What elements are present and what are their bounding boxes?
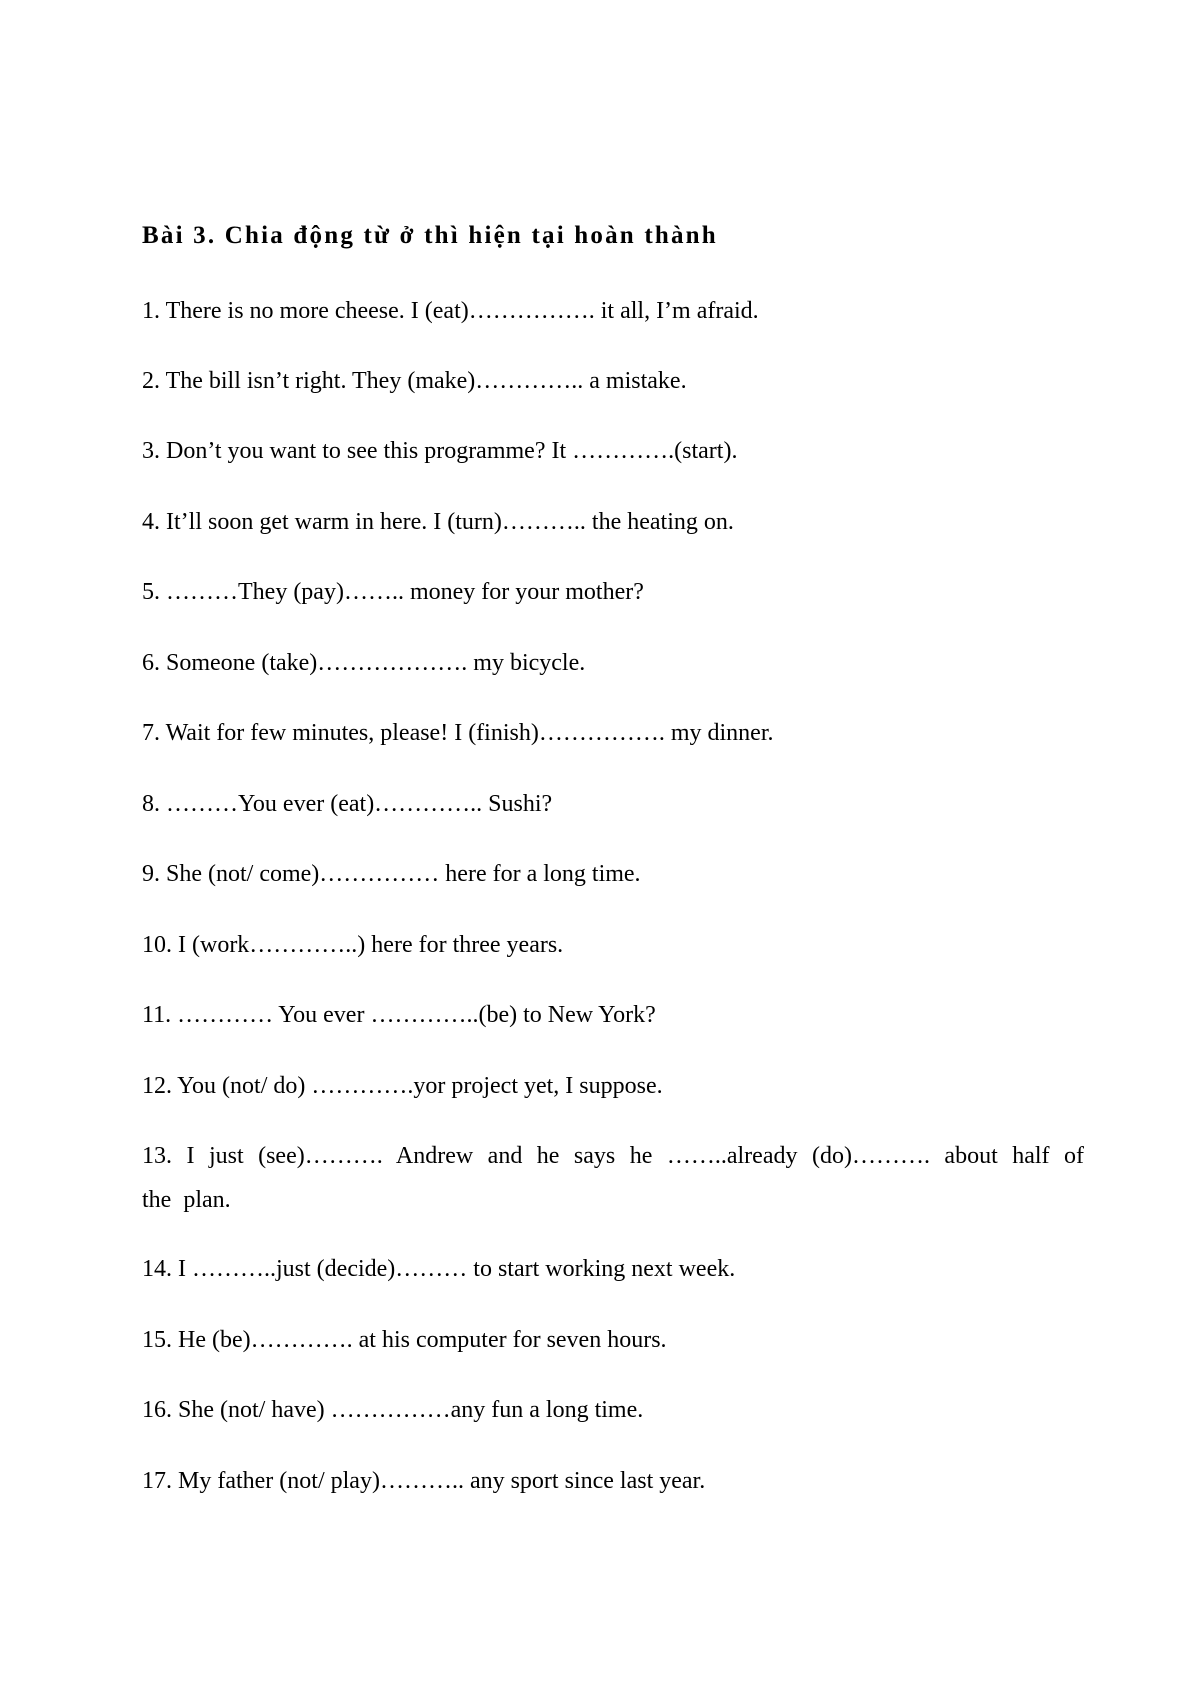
exercise-item-17: 17. My father (not/ play)……….. any sport since last year. [142, 1468, 706, 1494]
exercise-item-4: 4. It’ll soon get warm in here. I (turn)……….. the heating on. [142, 509, 734, 535]
exercise-item-10: 10. I (work…………..) here for three years. [142, 932, 564, 958]
exercise-item-7: 7. Wait for few minutes, please! I (finish)……………. my dinner. [142, 720, 774, 746]
exercise-item-11: 11. ………… You ever …………..(be) to New York? [142, 1002, 656, 1028]
exercise-item-13: 13. I just (see)………. Andrew and he says he ……..already (do)………. about half of the plan. [142, 1143, 1084, 1213]
exercise-item-12: 12. You (not/ do) ………….yor project yet, I suppose. [142, 1073, 663, 1099]
exercise-item-16: 16. She (not/ have) ……………any fun a long time. [142, 1397, 644, 1423]
exercise-item-15: 15. He (be)…………. at his computer for seven hours. [142, 1327, 667, 1353]
exercise-item-9: 9. She (not/ come)…………… here for a long time. [142, 861, 641, 887]
exercise-item-3: 3. Don’t you want to see this programme? It ………….(start). [142, 438, 738, 464]
exercise-item-14: 14. I ………..just (decide)……… to start working next week. [142, 1256, 736, 1282]
exercise-item-6: 6. Someone (take)………………. my bicycle. [142, 650, 586, 676]
exercise-title: Bài 3. Chia động từ ở thì hiện tại hoàn thành [142, 222, 718, 249]
exercise-item-5: 5. ………They (pay)…….. money for your mother? [142, 579, 644, 605]
exercise-item-8: 8. ………You ever (eat)………….. Sushi? [142, 791, 553, 817]
exercise-item-2: 2. The bill isn’t right. They (make)………….. a mistake. [142, 368, 687, 394]
exercise-item-1: 1. There is no more cheese. I (eat)……………. it all, I’m afraid. [142, 298, 759, 324]
